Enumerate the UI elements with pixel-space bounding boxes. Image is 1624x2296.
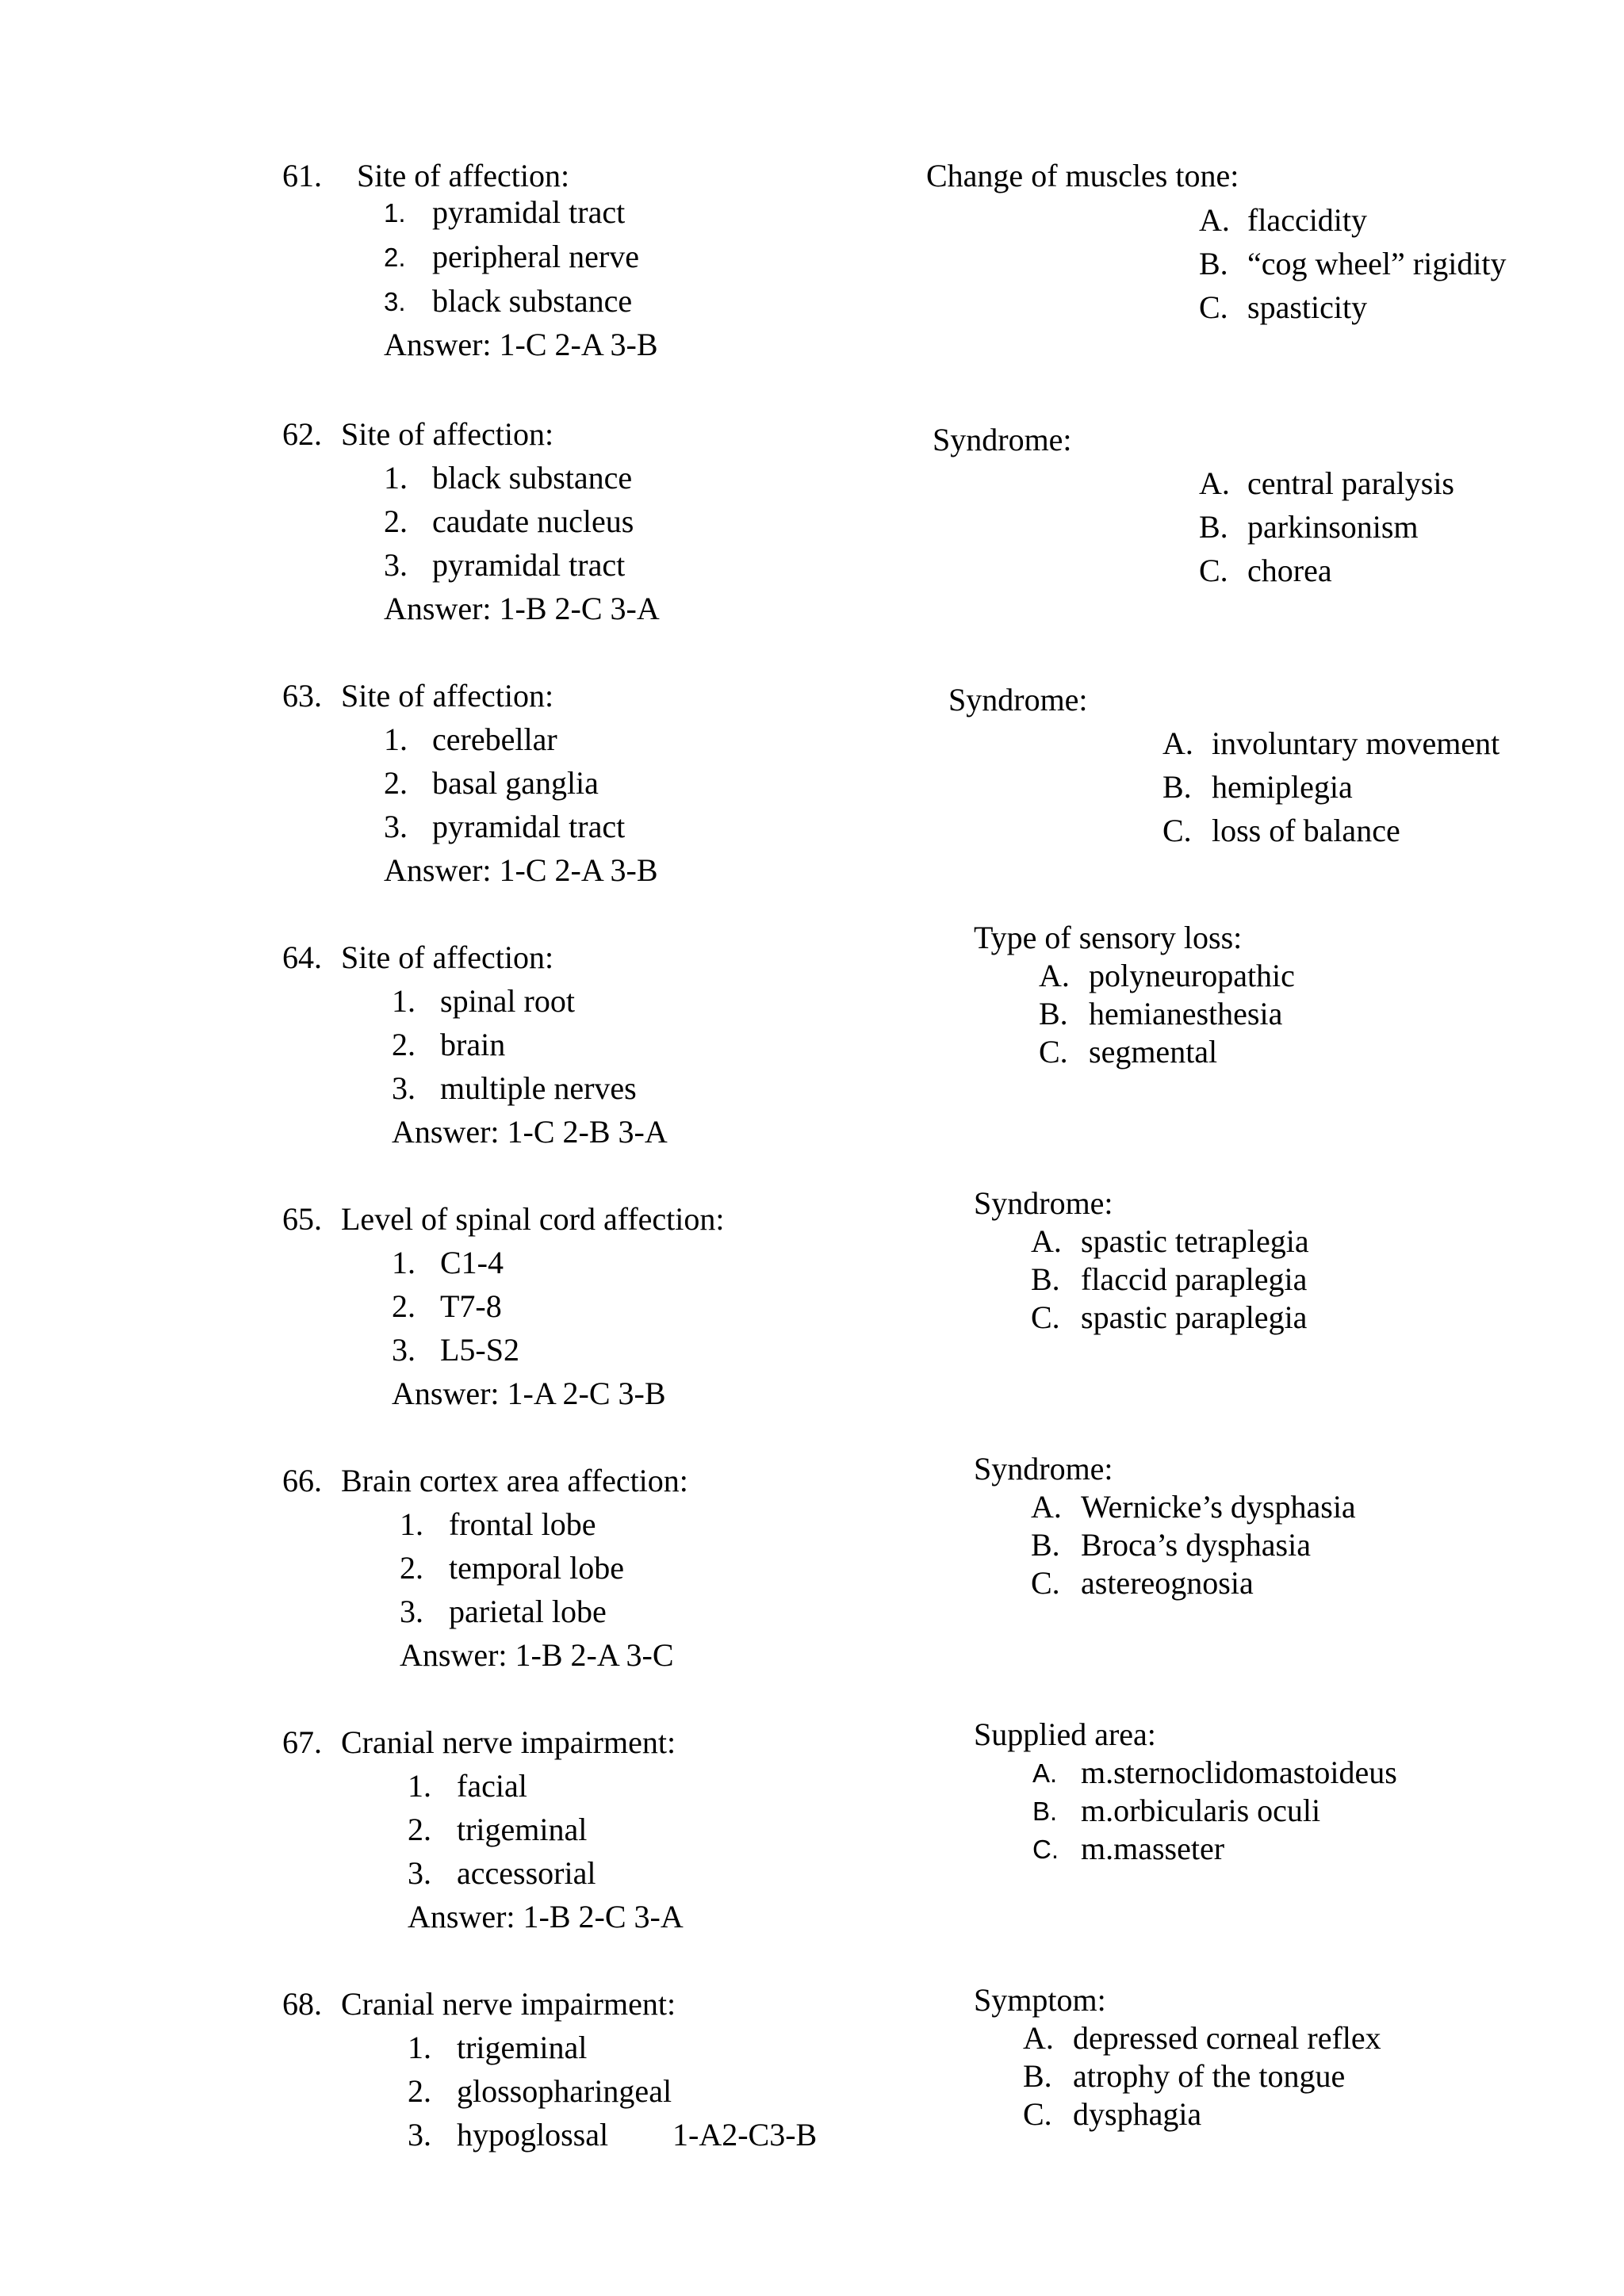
option-marker: C. (1199, 289, 1228, 325)
option-item: spasticity (1247, 289, 1368, 325)
list-marker: 1. (384, 721, 408, 757)
list-item: trigeminal (457, 2030, 588, 2065)
answer-line: 1-A2-C3-B (672, 2117, 818, 2152)
question-number: 66. (282, 1463, 322, 1498)
answer-line: Answer: 1-B 2-C 3-A (408, 1899, 684, 1934)
right-title: Syndrome: (974, 1451, 1113, 1487)
list-item: spinal root (440, 983, 575, 1019)
list-item: black substance (432, 460, 633, 496)
list-marker: 3. (384, 809, 408, 844)
option-item: flaccidity (1247, 202, 1368, 238)
question-title: Site of affection: (341, 939, 554, 975)
right-title: Change of muscles tone: (926, 158, 1239, 193)
option-item: parkinsonism (1247, 509, 1419, 545)
option-marker: B. (1039, 996, 1068, 1031)
list-item: frontal lobe (449, 1506, 596, 1542)
list-item: trigeminal (457, 1812, 588, 1847)
list-marker: 3. (392, 1332, 416, 1368)
option-item: depressed corneal reflex (1073, 2020, 1381, 2056)
option-marker: B. (1031, 1261, 1060, 1297)
option-item: hemiplegia (1212, 769, 1353, 805)
question-title: Cranial nerve impairment: (341, 1724, 676, 1760)
question-number: 61. (282, 158, 322, 193)
option-marker: A. (1039, 958, 1070, 993)
right-title: Symptom: (974, 1982, 1106, 2018)
option-marker: C. (1199, 553, 1228, 588)
question-title: Site of affection: (341, 416, 554, 452)
answer-line: Answer: 1-A 2-C 3-B (392, 1376, 666, 1411)
option-marker: A. (1199, 202, 1230, 238)
option-marker: C. (1031, 1299, 1060, 1335)
list-item: pyramidal tract (432, 809, 626, 844)
option-marker: B. (1031, 1527, 1060, 1563)
list-marker: 2. (384, 503, 408, 539)
option-item: hemianesthesia (1089, 996, 1283, 1031)
option-marker: B. (1199, 509, 1228, 545)
option-marker: B. (1199, 246, 1228, 281)
question-number: 63. (282, 678, 322, 714)
right-title: Syndrome: (933, 422, 1072, 457)
list-item: multiple nerves (440, 1070, 637, 1106)
list-marker: 1. (408, 2030, 431, 2065)
option-item: polyneuropathic (1089, 958, 1295, 993)
right-title: Syndrome: (974, 1185, 1113, 1221)
option-marker: A. (1199, 465, 1230, 501)
option-item: involuntary movement (1212, 725, 1500, 761)
option-item: atrophy of the tongue (1073, 2058, 1346, 2094)
question-title: Cranial nerve impairment: (341, 1986, 676, 2022)
list-item: pyramidal tract (432, 194, 626, 230)
question-number: 68. (282, 1986, 322, 2022)
option-item: loss of balance (1212, 813, 1400, 848)
option-marker: A. (1023, 2020, 1054, 2056)
list-marker: 2. (392, 1288, 416, 1324)
list-marker: 1. (408, 1768, 431, 1804)
list-item: T7-8 (440, 1288, 502, 1324)
option-marker: C. (1162, 813, 1192, 848)
question-number: 64. (282, 939, 322, 975)
list-marker: 2. (408, 1812, 431, 1847)
option-item: spastic tetraplegia (1081, 1223, 1309, 1259)
list-marker: 1. (392, 1245, 416, 1280)
list-marker: 2. (384, 765, 408, 801)
list-item: basal ganglia (432, 765, 599, 801)
option-marker: C. (1031, 1565, 1060, 1601)
right-title: Syndrome: (948, 682, 1088, 718)
list-item: pyramidal tract (432, 547, 626, 583)
question-title: Brain cortex area affection: (341, 1463, 688, 1498)
list-marker: 3. (408, 1855, 431, 1891)
list-item: brain (440, 1027, 506, 1062)
option-item: Wernicke’s dysphasia (1081, 1489, 1356, 1525)
option-marker: C. (1023, 2096, 1052, 2132)
option-item: astereognosia (1081, 1565, 1254, 1601)
list-marker: 1. (392, 983, 416, 1019)
option-marker: A. (1031, 1223, 1062, 1259)
question-number: 67. (282, 1724, 322, 1760)
question-number: 65. (282, 1201, 322, 1237)
question-title: Site of affection: (341, 678, 554, 714)
question-title: Site of affection: (357, 158, 570, 193)
right-title: Supplied area: (974, 1716, 1156, 1752)
option-item: central paralysis (1247, 465, 1454, 501)
option-item: Broca’s dysphasia (1081, 1527, 1311, 1563)
question-number: 62. (282, 416, 322, 452)
answer-line: Answer: 1-B 2-A 3-C (400, 1637, 674, 1673)
list-marker: 1. (384, 460, 408, 496)
answer-line: Answer: 1-B 2-C 3-A (384, 591, 660, 626)
option-marker: B. (1162, 769, 1192, 805)
list-marker: 2. (400, 1550, 423, 1586)
list-item: hypoglossal (457, 2117, 609, 2152)
list-item: L5-S2 (440, 1332, 519, 1368)
list-marker: 3. (408, 2117, 431, 2152)
list-marker: 1. (384, 198, 406, 228)
option-item: “cog wheel” rigidity (1247, 246, 1507, 281)
option-marker: A. (1032, 1758, 1058, 1788)
option-item: segmental (1089, 1034, 1218, 1070)
list-marker: 3. (392, 1070, 416, 1106)
answer-line: Answer: 1-C 2-A 3-B (384, 852, 658, 888)
list-marker: 3. (384, 547, 408, 583)
option-item: dysphagia (1073, 2096, 1202, 2132)
answer-line: Answer: 1-C 2-B 3-A (392, 1114, 668, 1150)
option-marker: B. (1032, 1797, 1058, 1826)
option-item: m.sternoclidomastoideus (1081, 1755, 1397, 1790)
list-item: parietal lobe (449, 1594, 607, 1629)
option-item: spastic paraplegia (1081, 1299, 1308, 1335)
list-item: facial (457, 1768, 527, 1804)
list-item: C1-4 (440, 1245, 504, 1280)
list-marker: 2. (392, 1027, 416, 1062)
option-marker: C. (1032, 1835, 1059, 1864)
list-item: temporal lobe (449, 1550, 625, 1586)
option-marker: A. (1162, 725, 1193, 761)
option-item: flaccid paraplegia (1081, 1261, 1308, 1297)
option-marker: B. (1023, 2058, 1052, 2094)
list-marker: 2. (408, 2073, 431, 2109)
option-item: chorea (1247, 553, 1332, 588)
option-item: m.orbicularis oculi (1081, 1793, 1321, 1828)
list-item: accessorial (457, 1855, 596, 1891)
list-item: cerebellar (432, 721, 557, 757)
right-title: Type of sensory loss: (974, 920, 1243, 955)
option-marker: A. (1031, 1489, 1062, 1525)
option-marker: C. (1039, 1034, 1068, 1070)
option-item: m.masseter (1081, 1831, 1225, 1866)
list-marker: 2. (384, 243, 406, 272)
list-item: black substance (432, 283, 633, 319)
answer-line: Answer: 1-C 2-A 3-B (384, 327, 658, 362)
list-item: peripheral nerve (432, 239, 639, 274)
list-marker: 3. (384, 287, 406, 316)
list-marker: 3. (400, 1594, 423, 1629)
question-title: Level of spinal cord affection: (341, 1201, 725, 1237)
list-item: glossopharingeal (457, 2073, 672, 2109)
list-marker: 1. (400, 1506, 423, 1542)
list-item: caudate nucleus (432, 503, 634, 539)
